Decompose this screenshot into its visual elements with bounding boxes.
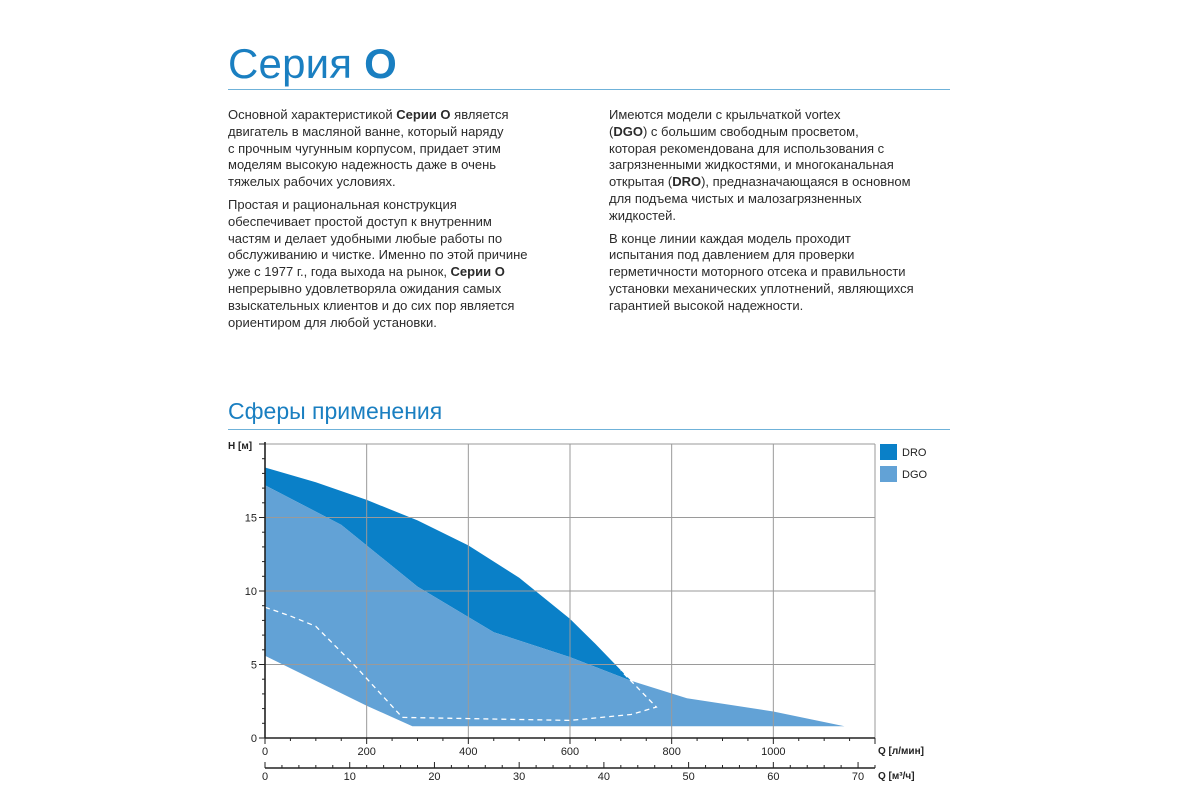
legend-label-dro: DRO <box>902 447 927 459</box>
x2-tick-label: 30 <box>513 771 526 783</box>
legend-swatch-dgo <box>880 466 897 482</box>
x-tick-label: 200 <box>357 746 376 758</box>
page-title: Серия O <box>228 40 397 87</box>
y-axis-label: H [м] <box>228 441 253 452</box>
bold-term: Серии O <box>450 264 505 280</box>
x2-tick-label: 60 <box>767 771 780 783</box>
text-run: Имеются модели с крыльчаткой vortex ( <box>609 107 841 139</box>
x2-tick-label: 20 <box>428 771 441 783</box>
x-tick-label: 600 <box>560 746 580 758</box>
text-run: Основной характеристикой <box>228 107 397 122</box>
x2-tick-label: 10 <box>343 771 356 783</box>
text-run: ) с большим свободным просветом, которая рекомендована для использования с загрязненными жидкостями, и многоканальная открытая ( <box>609 123 894 190</box>
x-tick-label: 800 <box>662 746 681 758</box>
legend-swatch-dro <box>880 444 897 460</box>
text-run: является двигатель в масляной ванне, который наряду с прочным чугунным корпусом, придает этим моделям высокую надежность даже в очень тяжелых рабочих условиях. <box>228 107 509 190</box>
legend-label-dgo: DGO <box>902 469 928 481</box>
section-title: Сферы применения <box>228 398 443 424</box>
y-tick-label: 10 <box>244 586 257 598</box>
x2-tick-label: 50 <box>682 771 695 783</box>
x-tick-label: 400 <box>459 746 478 758</box>
text-run: непрерывно удовлетворяла ожидания самых взыскательных клиентов и до сих пор является ориентиром для любой установки. <box>228 280 515 330</box>
bold-term: Серии O <box>396 107 451 122</box>
bold-term: DRO <box>672 174 702 190</box>
text-run: ), предназначающаяся в основном для подъема чистых и малозагрязненных жидкостей. <box>609 174 911 223</box>
y-tick-label: 5 <box>250 659 257 672</box>
text-run: Простая и рациональная конструкция обеспечивает простой доступ к внутренним частям и делает удобными любые работы по обслуживанию и чистке. Именно по этой причине уже с 1977 г., года выхода на рынок, <box>228 196 528 280</box>
x-tick-label: 1000 <box>761 746 786 758</box>
x2-tick-label: 40 <box>597 771 611 783</box>
text-run: В конце линии каждая модель проходит испытания под давлением для проверки герметичности моторного отсека и правильности установки механических уплотнений, являющихся гарантией высокой надежности. <box>609 230 914 313</box>
x2-tick-label: 70 <box>851 771 865 783</box>
x-tick-label: 0 <box>261 746 269 758</box>
y-tick-label: 15 <box>244 512 257 525</box>
y-tick-label: 0 <box>250 733 257 745</box>
x-axis-label: Q [л/мин] <box>878 746 924 757</box>
x2-axis-label: Q [м³/ч] <box>878 771 915 782</box>
bold-term: DGO <box>613 123 643 139</box>
x2-tick-label: 0 <box>261 771 269 783</box>
